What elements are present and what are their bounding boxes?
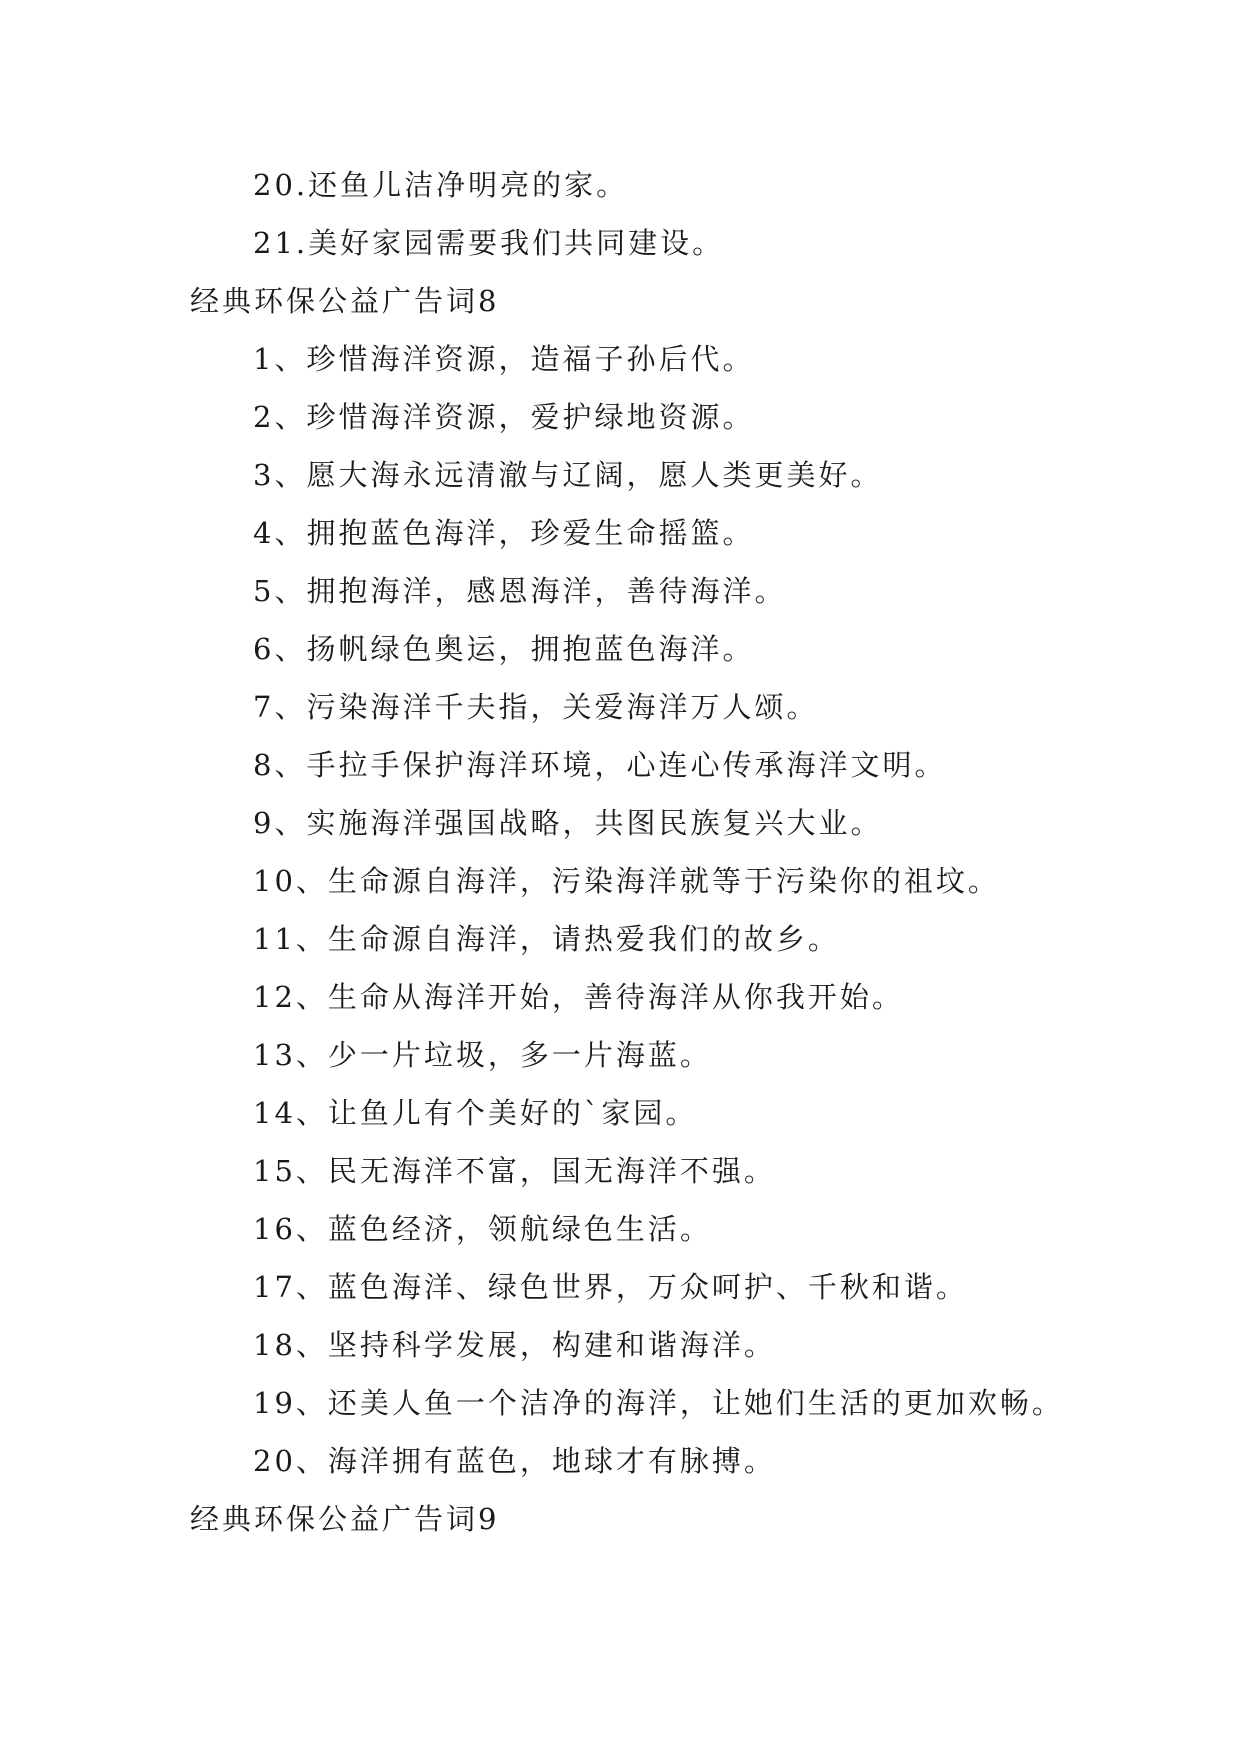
list-item: 10、生命源自海洋，污染海洋就等于污染你的祖坟。 bbox=[253, 864, 1000, 898]
list-item: 2、珍惜海洋资源，爱护绿地资源。 bbox=[253, 400, 755, 434]
list-item: 19、还美人鱼一个洁净的海洋，让她们生活的更加欢畅。 bbox=[253, 1386, 1064, 1420]
list-item: 14、让鱼儿有个美好的`家园。 bbox=[253, 1096, 698, 1130]
section-heading: 经典环保公益广告词9 bbox=[190, 1502, 500, 1536]
list-item: 13、少一片垃圾，多一片海蓝。 bbox=[253, 1038, 712, 1072]
list-item: 5、拥抱海洋，感恩海洋，善待海洋。 bbox=[253, 574, 787, 608]
list-item: 20.还鱼儿洁净明亮的家。 bbox=[253, 168, 629, 202]
list-item: 3、愿大海永远清澈与辽阔，愿人类更美好。 bbox=[253, 458, 883, 492]
list-item: 21.美好家园需要我们共同建设。 bbox=[253, 226, 725, 260]
section-heading: 经典环保公益广告词8 bbox=[190, 284, 500, 318]
list-item: 9、实施海洋强国战略，共图民族复兴大业。 bbox=[253, 806, 883, 840]
list-item: 4、拥抱蓝色海洋，珍爱生命摇篮。 bbox=[253, 516, 755, 550]
list-item: 12、生命从海洋开始，善待海洋从你我开始。 bbox=[253, 980, 904, 1014]
list-item: 17、蓝色海洋、绿色世界，万众呵护、千秋和谐。 bbox=[253, 1270, 968, 1304]
list-item: 6、扬帆绿色奥运，拥抱蓝色海洋。 bbox=[253, 632, 755, 666]
list-item: 18、坚持科学发展，构建和谐海洋。 bbox=[253, 1328, 776, 1362]
list-item: 16、蓝色经济，领航绿色生活。 bbox=[253, 1212, 712, 1246]
list-item: 15、民无海洋不富，国无海洋不强。 bbox=[253, 1154, 776, 1188]
list-item: 20、海洋拥有蓝色，地球才有脉搏。 bbox=[253, 1444, 776, 1478]
list-item: 1、珍惜海洋资源，造福子孙后代。 bbox=[253, 342, 755, 376]
list-item: 8、手拉手保护海洋环境，心连心传承海洋文明。 bbox=[253, 748, 947, 782]
list-item: 7、污染海洋千夫指，关爱海洋万人颂。 bbox=[253, 690, 819, 724]
list-item: 11、生命源自海洋，请热爱我们的故乡。 bbox=[253, 922, 840, 956]
